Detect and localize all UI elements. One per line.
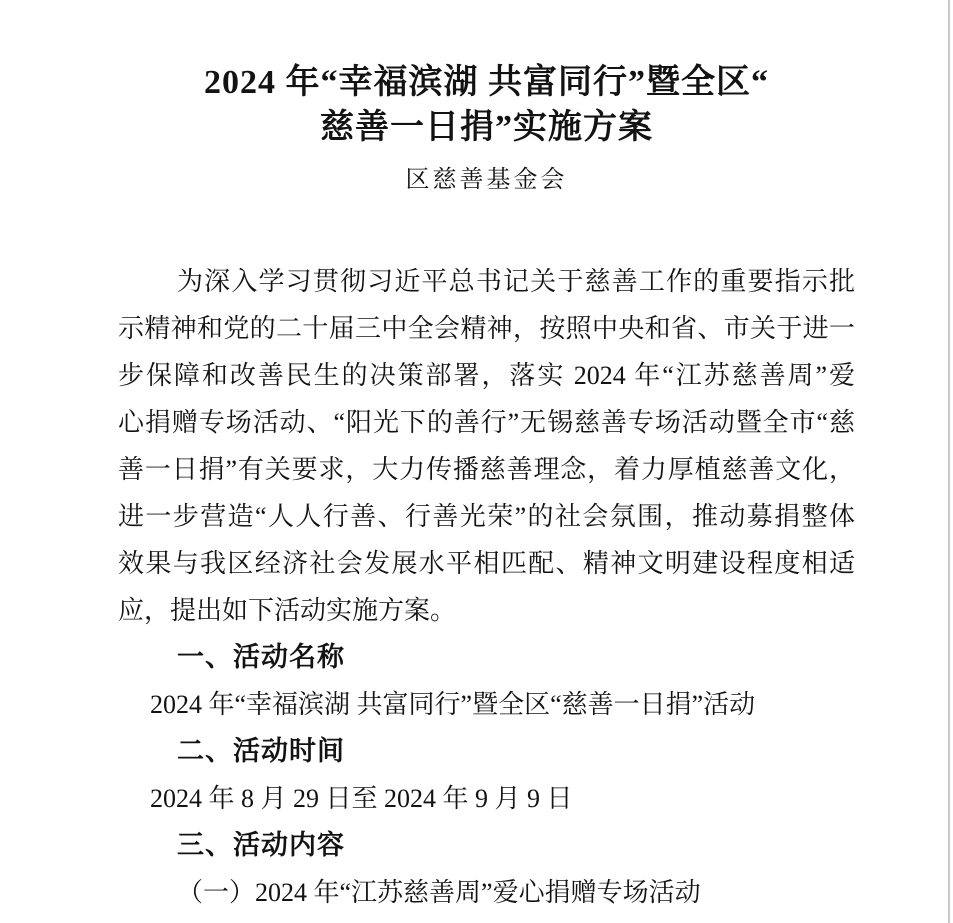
document-title-line-1: 2024 年“幸福滨湖 共富同行”暨全区“: [204, 64, 769, 101]
document-author: 区慈善基金会: [405, 167, 568, 193]
section-1-content: 2024 年“幸福滨湖 共富同行”暨全区“慈善一日捐”活动: [150, 690, 756, 719]
document-content: [118, 0, 855, 916]
section-3-content: （一）2024 年“江苏慈善周”爱心捐赠专场活动: [177, 878, 701, 907]
paragraph-line: 为深入学习贯彻习近平总书记关于慈善工作的重要指示批: [177, 267, 855, 296]
section-1-heading: 一、活动名称: [177, 642, 345, 672]
section-2-heading: 二、活动时间: [177, 736, 345, 766]
paragraph-line: 心捐赠专场活动、“阳光下的善行”无锡慈善专场活动暨全市“慈: [118, 408, 855, 437]
paragraph-line: 步保障和改善民生的决策部署，落实 2024 年“江苏慈善周”爱: [118, 361, 855, 390]
paragraph-line: 示精神和党的二十届三中全会精神，按照中央和省、市关于进一: [118, 314, 855, 343]
document-body: [118, 258, 855, 916]
paragraph-line: 进一步营造“人人行善、行善光荣”的社会氛围，推动募捐整体: [118, 502, 855, 531]
paragraph-line: 效果与我区经济社会发展水平相匹配、精神文明建设程度相适: [118, 549, 855, 578]
paragraph-line: 应，提出如下活动实施方案。: [118, 596, 457, 625]
page-right-border: [948, 0, 950, 923]
document-title: [118, 60, 855, 150]
document-title-line-2: 慈善一日捐”实施方案: [320, 109, 653, 146]
section-3-heading: 三、活动内容: [177, 830, 345, 860]
section-2-content: 2024 年 8 月 29 日至 2024 年 9 月 9 日: [150, 784, 573, 813]
paragraph-line: 善一日捐”有关要求，大力传播慈善理念，着力厚植慈善文化，: [118, 455, 855, 484]
